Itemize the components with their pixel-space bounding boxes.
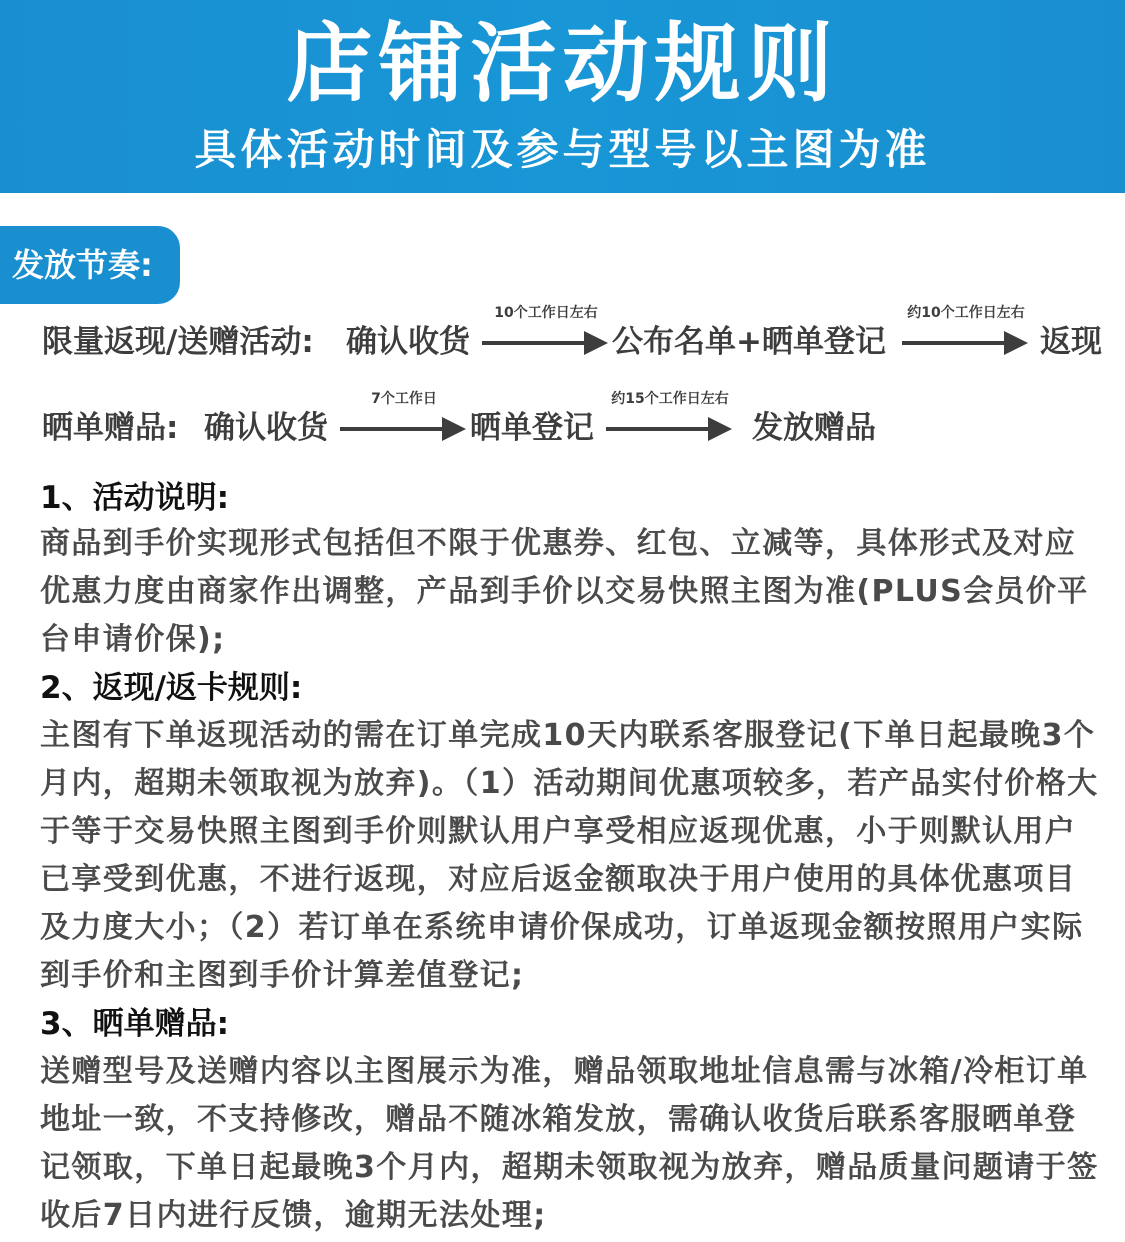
flow1-lead: 限量返现/送赠活动: bbox=[42, 324, 314, 360]
flow1-arrow1-label: 10个工作日左右 bbox=[494, 305, 598, 321]
section-1-title: 1、活动说明: bbox=[40, 480, 229, 516]
arrow-right-icon bbox=[606, 414, 734, 444]
flow2-arrow2 bbox=[606, 391, 734, 444]
section-3-title: 3、晒单赠品: bbox=[40, 1006, 229, 1042]
section-2-body: 主图有下单返现活动的需在订单完成10天内联系客服登记(下单日起最晚3个月内，超期未领取视为放弃)。（1）活动期间优惠项较多，若产品实付价格大于等于交易快照主图到手价则默认用户享受相应返现优惠，小于则默认用户已享受到优惠，不进行返现，对应后返金额取决于用户使用的具体优惠项目及力度大小；（2）若订单在系统申请价保成功，订单返现金额按照用户实际到手价和主图到手价计算差值登记; bbox=[40, 718, 1099, 993]
flow1-arrow1 bbox=[482, 305, 610, 358]
flow1-arrow2 bbox=[902, 305, 1030, 358]
page-title: 店铺活动规则 bbox=[286, 14, 839, 114]
flow2-step3: 发放赠品 bbox=[752, 410, 876, 446]
flow2-arrow1-label: 7个工作日 bbox=[371, 391, 437, 407]
flow1-step1: 确认收货 bbox=[346, 324, 470, 360]
header-banner bbox=[0, 0, 1125, 193]
arrow-right-icon bbox=[482, 328, 610, 358]
flow2-arrow1 bbox=[340, 391, 468, 444]
section-2-title: 2、返现/返卡规则: bbox=[40, 670, 303, 706]
flow2-arrow2-label: 约15个工作日左右 bbox=[611, 391, 729, 407]
arrow-right-icon bbox=[340, 414, 468, 444]
section-1-body: 商品到手价实现形式包括但不限于优惠券、红包、立减等，具体形式及对应优惠力度由商家作出调整，产品到手价以交易快照主图为准(PLUS会员价平台申请价保); bbox=[40, 526, 1089, 657]
section-3-body: 送赠型号及送赠内容以主图展示为准，赠品领取地址信息需与冰箱/冷柜订单地址一致，不支持修改，赠品不随冰箱发放，需确认收货后联系客服晒单登记领取，下单日起最晚3个月内，超期未领取视为放弃，赠品质量问题请于签收后7日内进行反馈，逾期无法处理; bbox=[40, 1054, 1099, 1233]
flow1-arrow2-label: 约10个工作日左右 bbox=[907, 305, 1025, 321]
flow1-step2: 公布名单+晒单登记 bbox=[612, 324, 886, 360]
schedule-tag: 发放节奏: bbox=[0, 226, 180, 304]
page-subtitle: 具体活动时间及参与型号以主图为准 bbox=[194, 125, 931, 174]
arrow-right-icon bbox=[902, 328, 1030, 358]
flow2-step1: 确认收货 bbox=[204, 410, 328, 446]
flow2-step2: 晒单登记 bbox=[470, 410, 594, 446]
flow2-lead: 晒单赠品: bbox=[42, 410, 179, 446]
flow1-step3: 返现 bbox=[1040, 324, 1102, 360]
